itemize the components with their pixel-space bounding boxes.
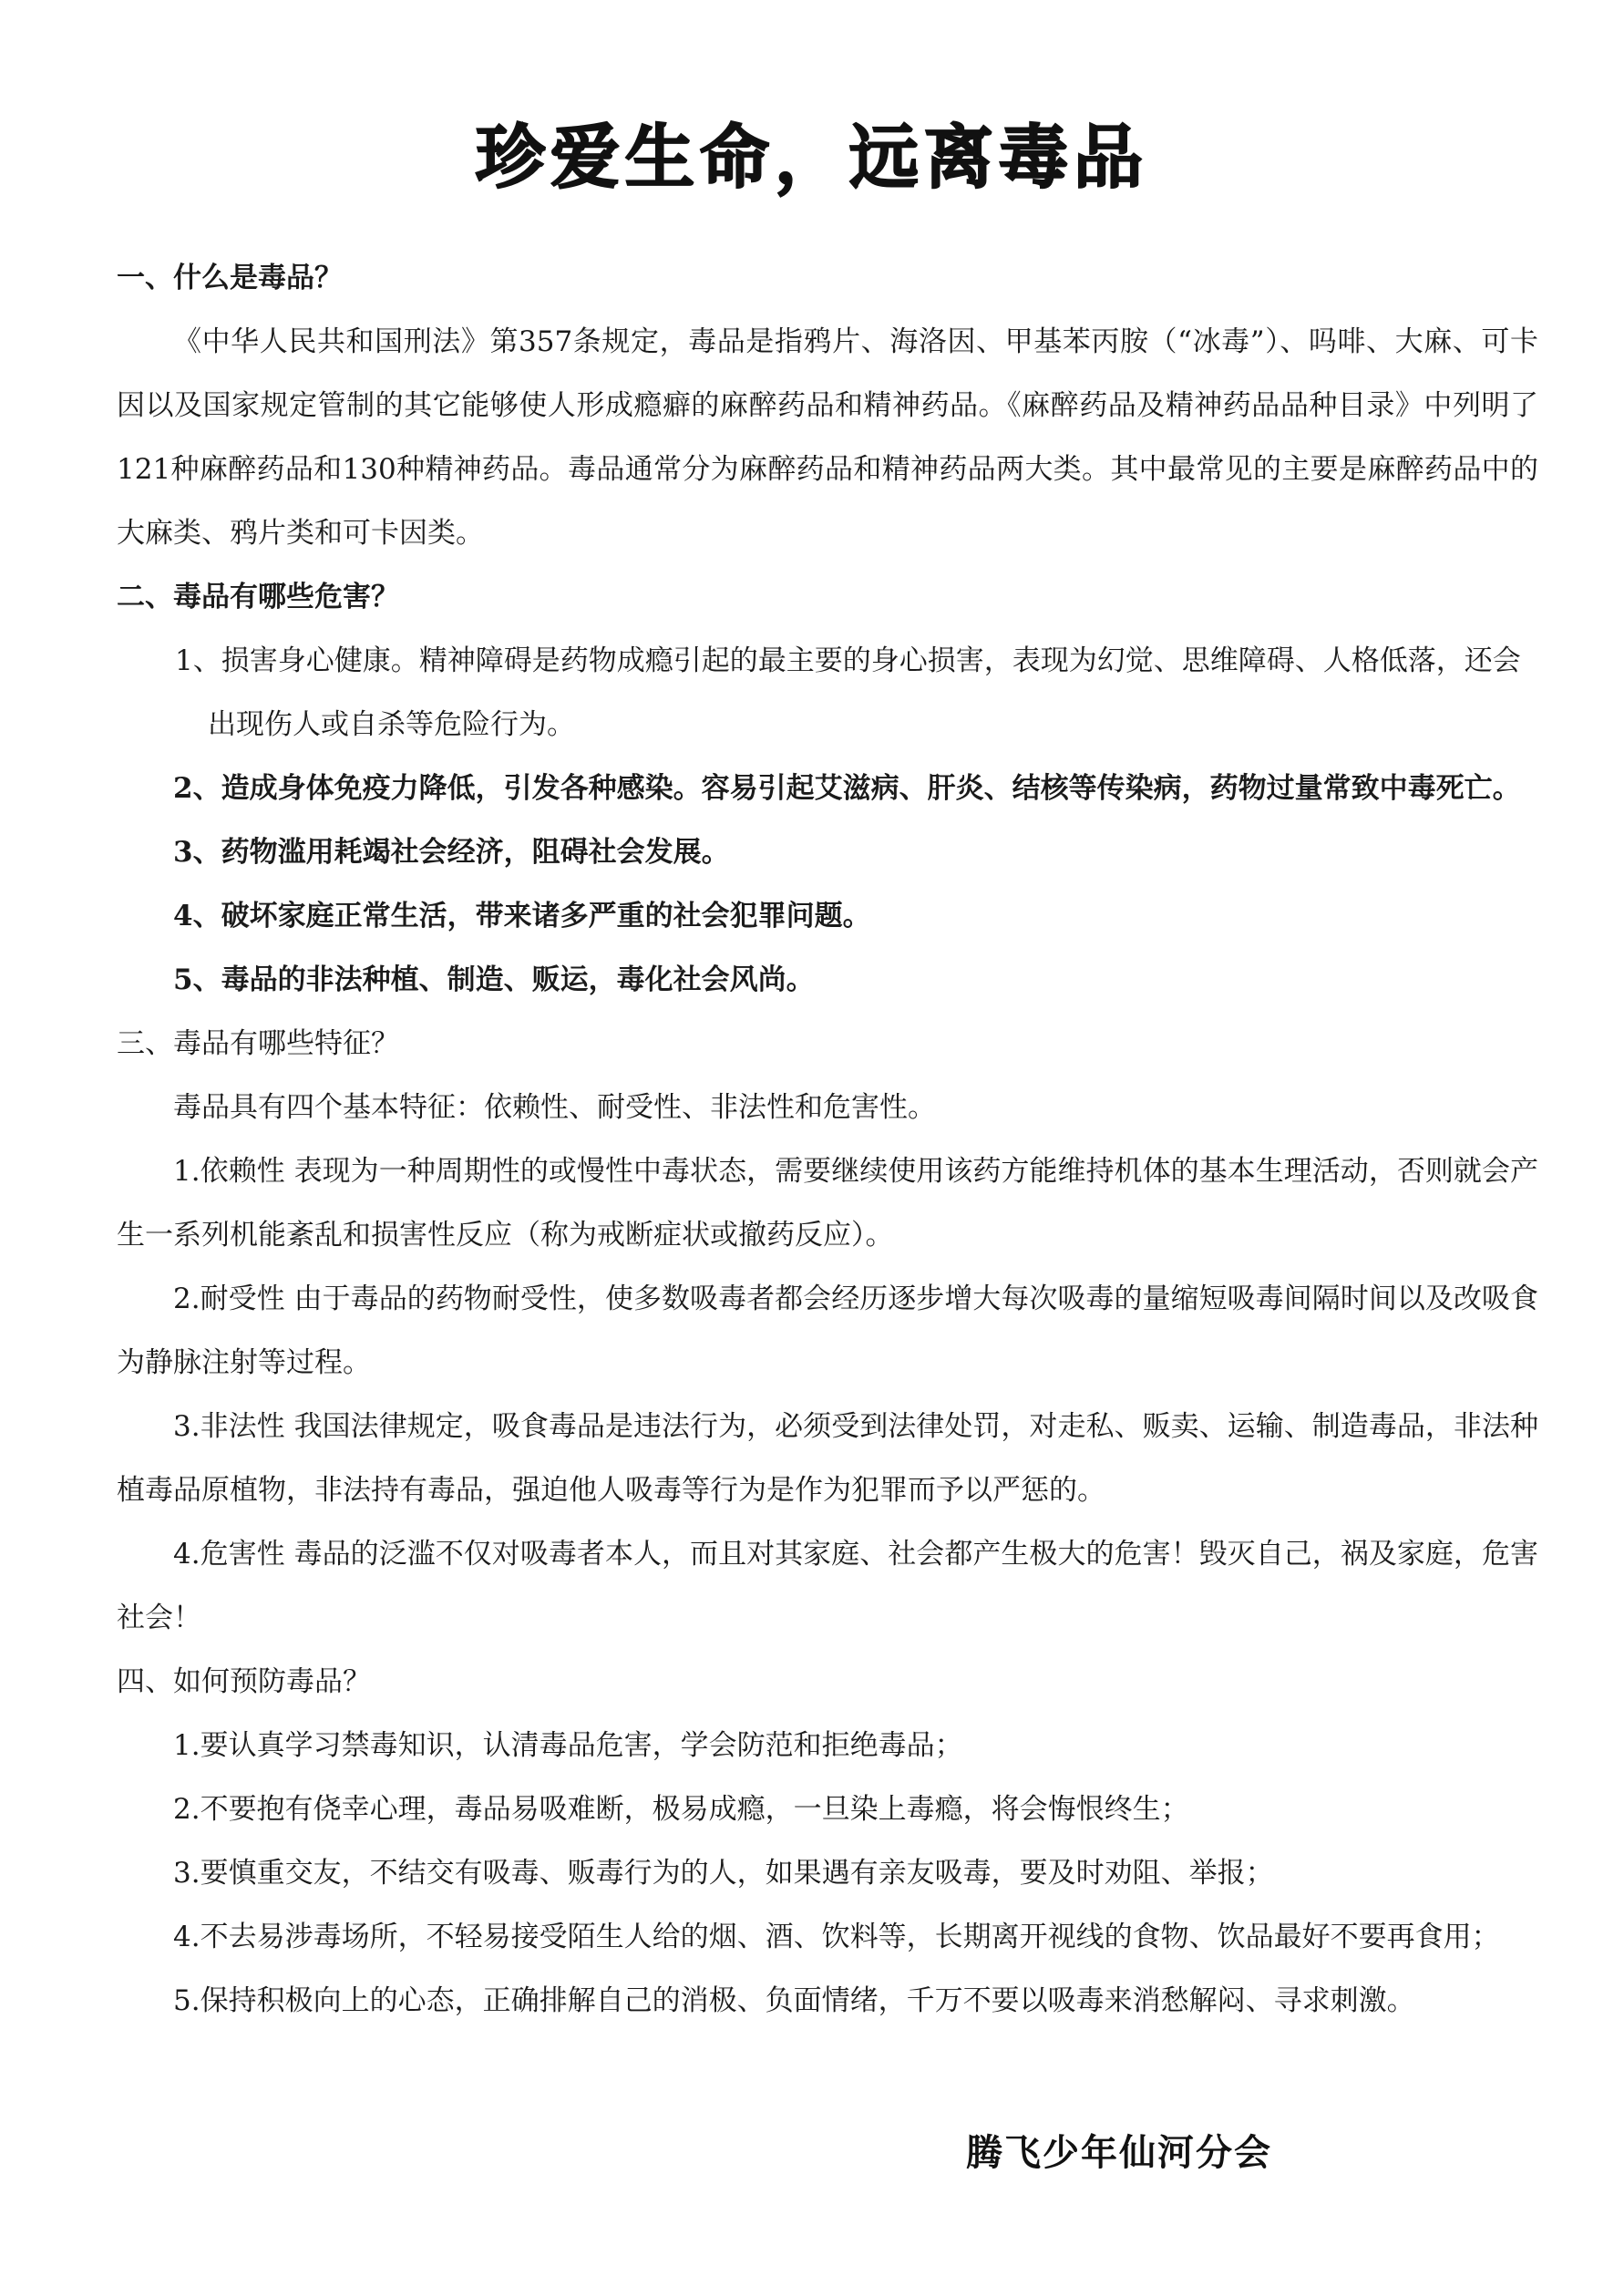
section-1-heading: 一、什么是毒品？ [117,262,343,294]
harm-item-2: 2、造成身体免疫力降低，引发各种感染。容易引起艾滋病、肝炎、结核等传染病，药物过量常致中毒死亡。 [173,772,1521,805]
feature-item-3: 3.非法性 我国法律规定，吸食毒品是违法行为，必须受到法律处罚，对走私、贩卖、运输、制造毒品，非法种植毒品原植物，非法持有毒品，强迫他人吸毒等行为是作为犯罪而予以严惩的。 [117,1410,1538,1507]
harm-item-4: 4、破坏家庭正常生活，带来诸多严重的社会犯罪问题。 [173,900,871,932]
feature-item-1: 1.依赖性 表现为一种周期性的或慢性中毒状态，需要继续使用该药方能维持机体的基本生理活动，否则就会产生一系列机能紊乱和损害性反应（称为戒断症状或撤药反应）。 [117,1155,1538,1252]
prevention-item-2: 2.不要抱有侥幸心理，毒品易吸难断，极易成瘾，一旦染上毒瘾，将会悔恨终生； [173,1793,1189,1826]
feature-item-4: 4.危害性 毒品的泛滥不仅对吸毒者本人，而且对其家庭、社会都产生极大的危害！毁灭自己，祸及家庭，危害社会！ [117,1538,1538,1634]
section-1-paragraph: 《中华人民共和国刑法》第357条规定，毒品是指鸦片、海洛因、甲基苯丙胺（“冰毒”）、吗啡、大麻、可卡因以及国家规定管制的其它能够使人形成瘾癖的麻醉药品和精神药品。《麻醉药品及精神药品品种目录》中列明了121种麻醉药品和130种精神药品。毒品通常分为麻醉药品和精神药品两大类。其中最常见的主要是麻醉药品中的大麻类、鸦片类和可卡因类。 [117,325,1538,550]
prevention-item-1: 1.要认真学习禁毒知识，认清毒品危害，学会防范和拒绝毒品； [173,1729,963,1762]
harm-item-1: 1、损害身心健康。精神障碍是药物成瘾引起的最主要的身心损害，表现为幻觉、思维障碍、人格低落，还会出现伤人或自杀等危险行为。 [175,644,1521,741]
prevention-item-4: 4.不去易涉毒场所，不轻易接受陌生人给的烟、酒、饮料等，长期离开视线的食物、饮品最好不要再食用； [173,1921,1500,1953]
prevention-item-5: 5.保持积极向上的心态，正确排解自己的消极、负面情绪，千万不要以吸毒来消愁解闷、寻求刺激。 [173,1984,1415,2017]
section-3-heading: 三、毒品有哪些特征？ [117,1027,399,1060]
prevention-item-3: 3.要慎重交友，不结交有吸毒、贩毒行为的人，如果遇有亲友吸毒，要及时劝阻、举报； [173,1857,1274,1890]
signature: 腾飞少年仙河分会 [966,2131,1272,2174]
section-4-heading: 四、如何预防毒品？ [117,1665,371,1698]
section-3-intro: 毒品具有四个基本特征：依赖性、耐受性、非法性和危害性。 [173,1091,936,1124]
document-body [117,246,1538,2033]
harm-item-5: 5、毒品的非法种植、制造、贩运，毒化社会风尚。 [173,963,815,996]
document-title: 珍爱生命，远离毒品 [476,117,1148,198]
harm-item-3: 3、药物滥用耗竭社会经济，阻碍社会发展。 [173,836,730,869]
feature-item-2: 2.耐受性 由于毒品的药物耐受性，使多数吸毒者都会经历逐步增大每次吸毒的量缩短吸毒间隔时间以及改吸食为静脉注射等过程。 [117,1283,1538,1379]
section-2-heading: 二、毒品有哪些危害？ [117,581,399,613]
